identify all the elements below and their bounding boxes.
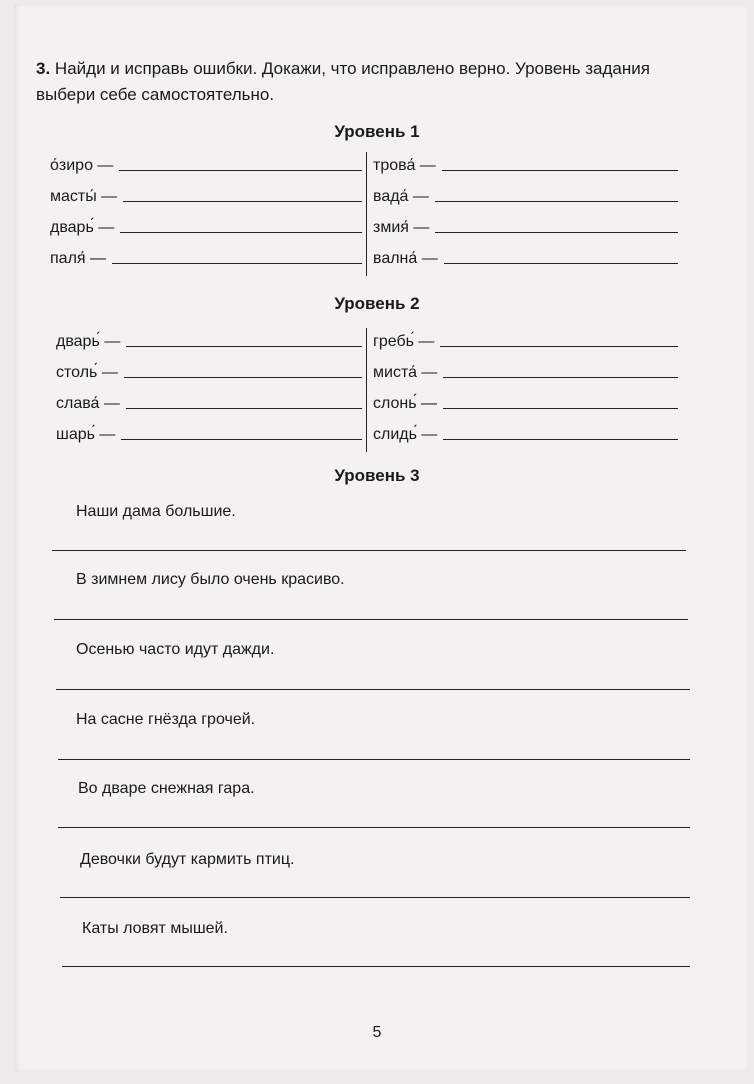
word-row xyxy=(50,144,362,175)
answer-line[interactable] xyxy=(62,966,690,967)
word: масты́ — xyxy=(50,188,118,205)
sentence-6: Девочки будут кармить птиц. xyxy=(80,851,295,868)
word: паля́ — xyxy=(50,250,107,267)
word-row xyxy=(56,382,362,413)
answer-line[interactable] xyxy=(443,376,678,378)
level-1-title: Уровень 1 xyxy=(334,122,420,141)
word: вада́ — xyxy=(373,188,429,205)
answer-line[interactable] xyxy=(120,231,362,233)
word-row xyxy=(373,175,678,206)
answer-line[interactable] xyxy=(56,689,690,690)
word: миста́ — xyxy=(373,364,438,381)
answer-line[interactable] xyxy=(440,345,678,347)
level-2-left-column xyxy=(56,320,362,444)
word: змия́ — xyxy=(373,219,430,236)
word: дварь́ — xyxy=(50,219,115,236)
word: о́зиро — xyxy=(50,157,114,174)
task-text: Найди и исправь ошибки. Докажи, что исправлено верно. Уровень задания выбери себе самостоятельно. xyxy=(36,59,650,104)
answer-line[interactable] xyxy=(124,376,362,378)
word-row xyxy=(56,351,362,382)
word-row xyxy=(373,320,678,351)
answer-line[interactable] xyxy=(126,345,362,347)
page-number: 5 xyxy=(372,1024,382,1041)
level-2-title: Уровень 2 xyxy=(334,294,420,313)
word-row xyxy=(373,144,678,175)
answer-line[interactable] xyxy=(58,827,690,828)
answer-line[interactable] xyxy=(112,262,362,264)
word-row xyxy=(56,320,362,351)
answer-line[interactable] xyxy=(435,200,678,202)
answer-line[interactable] xyxy=(444,262,678,264)
answer-line[interactable] xyxy=(126,407,362,409)
answer-line[interactable] xyxy=(121,438,362,440)
word-row xyxy=(373,351,678,382)
word: столь́ — xyxy=(56,364,118,381)
answer-line[interactable] xyxy=(119,169,362,171)
word-row xyxy=(373,413,678,444)
answer-line[interactable] xyxy=(52,550,686,551)
word: трова́ — xyxy=(373,157,436,174)
word-row xyxy=(373,237,678,268)
answer-line[interactable] xyxy=(443,407,678,409)
column-divider xyxy=(366,328,367,452)
answer-line[interactable] xyxy=(54,619,688,620)
answer-line[interactable] xyxy=(123,200,362,202)
sentence-2: В зимнем лису было очень красиво. xyxy=(76,571,345,588)
task-number: 3. xyxy=(36,59,51,78)
answer-line[interactable] xyxy=(60,897,690,898)
sentence-7: Каты ловят мышей. xyxy=(82,920,228,937)
word-row xyxy=(373,206,678,237)
word-row xyxy=(50,206,362,237)
answer-line[interactable] xyxy=(443,438,678,440)
answer-line[interactable] xyxy=(442,169,678,171)
word-row xyxy=(56,413,362,444)
word-row xyxy=(50,237,362,268)
word: гребь́ — xyxy=(373,333,435,350)
sentence-5: Во дваре снежная гара. xyxy=(78,780,255,797)
word: слидь́ — xyxy=(373,426,438,443)
level-2-right-column xyxy=(373,320,678,444)
word: вална́ — xyxy=(373,250,438,267)
sentence-4: На сасне гнёзда грочей. xyxy=(76,711,256,728)
answer-line[interactable] xyxy=(58,759,690,760)
answer-line[interactable] xyxy=(435,231,678,233)
column-divider xyxy=(366,152,367,276)
word: слава́ — xyxy=(56,395,120,412)
level-3-title: Уровень 3 xyxy=(334,466,420,485)
level-1-left-column xyxy=(50,144,362,268)
word-row xyxy=(373,382,678,413)
word: шарь́ — xyxy=(56,426,116,443)
word-row xyxy=(50,175,362,206)
sentence-1: Наши дама большие. xyxy=(76,503,236,520)
word: слонь́ — xyxy=(373,395,438,412)
sentence-3: Осенью часто идут дажди. xyxy=(76,641,275,658)
task-instruction xyxy=(36,56,686,108)
word: дварь́ — xyxy=(56,333,121,350)
level-1-right-column xyxy=(373,144,678,268)
